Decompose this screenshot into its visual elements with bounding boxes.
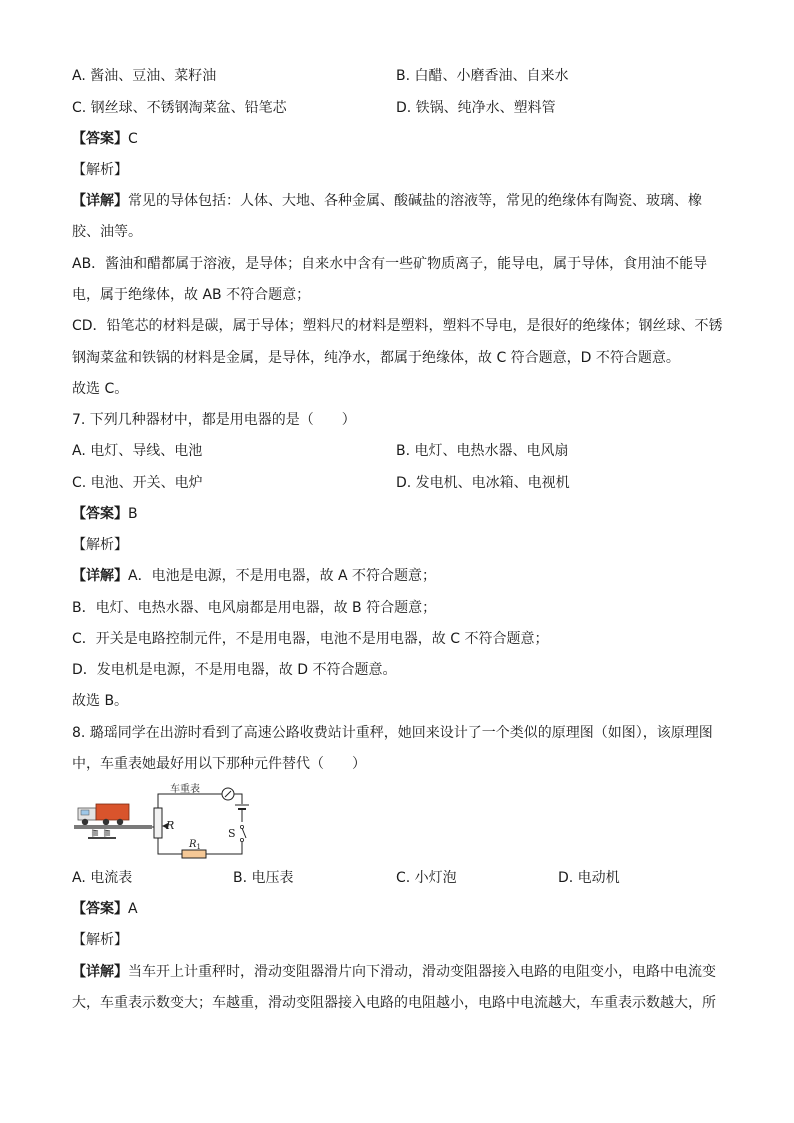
q8-option-c: C. 小灯泡 [396, 870, 457, 886]
q7-detail-line: B．电灯、电热水器、电风扇都是用电器，故 B 符合题意； [72, 600, 437, 616]
switch-label: S [228, 827, 236, 840]
q8-option-b: B. 电压表 [233, 870, 294, 886]
answer-tag: 【答案】 [72, 506, 128, 522]
q6-detail-line: 电，属于绝缘体，故 AB 不符合题意； [72, 287, 311, 303]
q6-option-c: C. 钢丝球、不锈钢淘菜盆、铅笔芯 [72, 100, 287, 116]
q7-detail-line: 【详解】A．电池是电源，不是用电器，故 A 不符合题意； [72, 568, 437, 584]
r1-label: $R_1$ [189, 839, 201, 851]
q6-detail-line: 胶、油等。 [72, 224, 142, 240]
q6-detail-line: 钢淘菜盆和铁锅的材料是金属，是导体，纯净水，都属于绝缘体，故 C 符合题意，D 不符合题意。 [72, 350, 680, 366]
q7-option-a: A. 电灯、导线、电池 [72, 443, 203, 459]
answer-tag: 【答案】 [72, 901, 128, 917]
q8-stem-line: 8. 璐瑶同学在出游时看到了高速公路收费站计重秤，她回来设计了一个类似的原理图（如图），该原理图 [72, 725, 713, 741]
answer-value: B [128, 506, 138, 522]
truck-icon [78, 804, 129, 825]
q8-stem-line: 中，车重表她最好用以下那种元件替代（ ） [72, 756, 366, 772]
q8-detail-line: 大，车重表示数变大；车越重，滑动变阻器接入电路的电阻越小，电路中电流越大，车重表示数越大，所 [72, 995, 716, 1011]
q6-detail-line: AB．酱油和醋都属于溶液，是导体；自来水中含有一些矿物质离子，能导电，属于导体，食用油不能导 [72, 256, 708, 272]
q8-answer [72, 899, 138, 919]
q7-option-d: D. 发电机、电冰箱、电视机 [396, 475, 570, 491]
q6-option-b: B. 白醋、小磨香油、自来水 [396, 68, 569, 84]
q8-option-a: A. 电流表 [72, 870, 133, 886]
q8-option-d: D. 电动机 [558, 870, 620, 886]
q7-option-b: B. 电灯、电热水器、电风扇 [396, 443, 569, 459]
answer-tag: 【答案】 [72, 131, 128, 147]
circuit-figure [70, 782, 260, 860]
q7-conclusion: 故选 B。 [72, 693, 129, 709]
spring-icon [92, 830, 110, 836]
q6-option-d: D. 铁锅、纯净水、塑料管 [396, 100, 556, 116]
q6-conclusion: 故选 C。 [72, 381, 129, 397]
rheostat-resistor [154, 808, 162, 838]
battery-icon [235, 805, 249, 822]
switch-icon [240, 825, 246, 841]
q7-detail-line: C．开关是电路控制元件，不是用电器，电池不是用电器，故 C 不符合题意； [72, 631, 549, 647]
rheostat-label: R [166, 819, 175, 832]
q7-option-c: C. 电池、开关、电炉 [72, 475, 203, 491]
q6-detail-line: 【详解】常见的导体包括：人体、大地、各种金属、酸碱盐的溶液等，常见的绝缘体有陶瓷、玻璃、橡 [72, 193, 702, 209]
answer-value: C [128, 131, 138, 147]
q7-detail-line: D．发电机是电源，不是用电器，故 D 不符合题意。 [72, 662, 397, 678]
q8-detail-line: 【详解】当车开上计重秤时，滑动变阻器滑片向下滑动，滑动变阻器接入电路的电阻变小，电路中电流变 [72, 964, 716, 980]
q8-analysis-tag: 【解析】 [72, 932, 128, 948]
q6-analysis-tag: 【解析】 [72, 162, 128, 178]
detail-tag: 【详解】 [72, 568, 128, 584]
detail-tag: 【详解】 [72, 193, 128, 209]
scale-platform [74, 825, 152, 829]
q6-detail-line: CD．铅笔芯的材料是碳，属于导体；塑料尺的材料是塑料，塑料不导电，是很好的绝缘体；钢丝球、不锈 [72, 318, 723, 334]
detail-tag: 【详解】 [72, 964, 128, 980]
q7-stem: 7. 下列几种器材中，都是用电器的是（ ） [72, 412, 356, 428]
scale-base [88, 837, 116, 839]
q6-option-a: A. 酱油、豆油、菜籽油 [72, 68, 217, 84]
q7-answer [72, 504, 138, 524]
answer-value: A [128, 901, 138, 917]
q6-answer [72, 129, 138, 149]
fixed-resistor [182, 850, 206, 858]
meter-label: 车重表 [170, 784, 200, 795]
q7-analysis-tag: 【解析】 [72, 537, 128, 553]
